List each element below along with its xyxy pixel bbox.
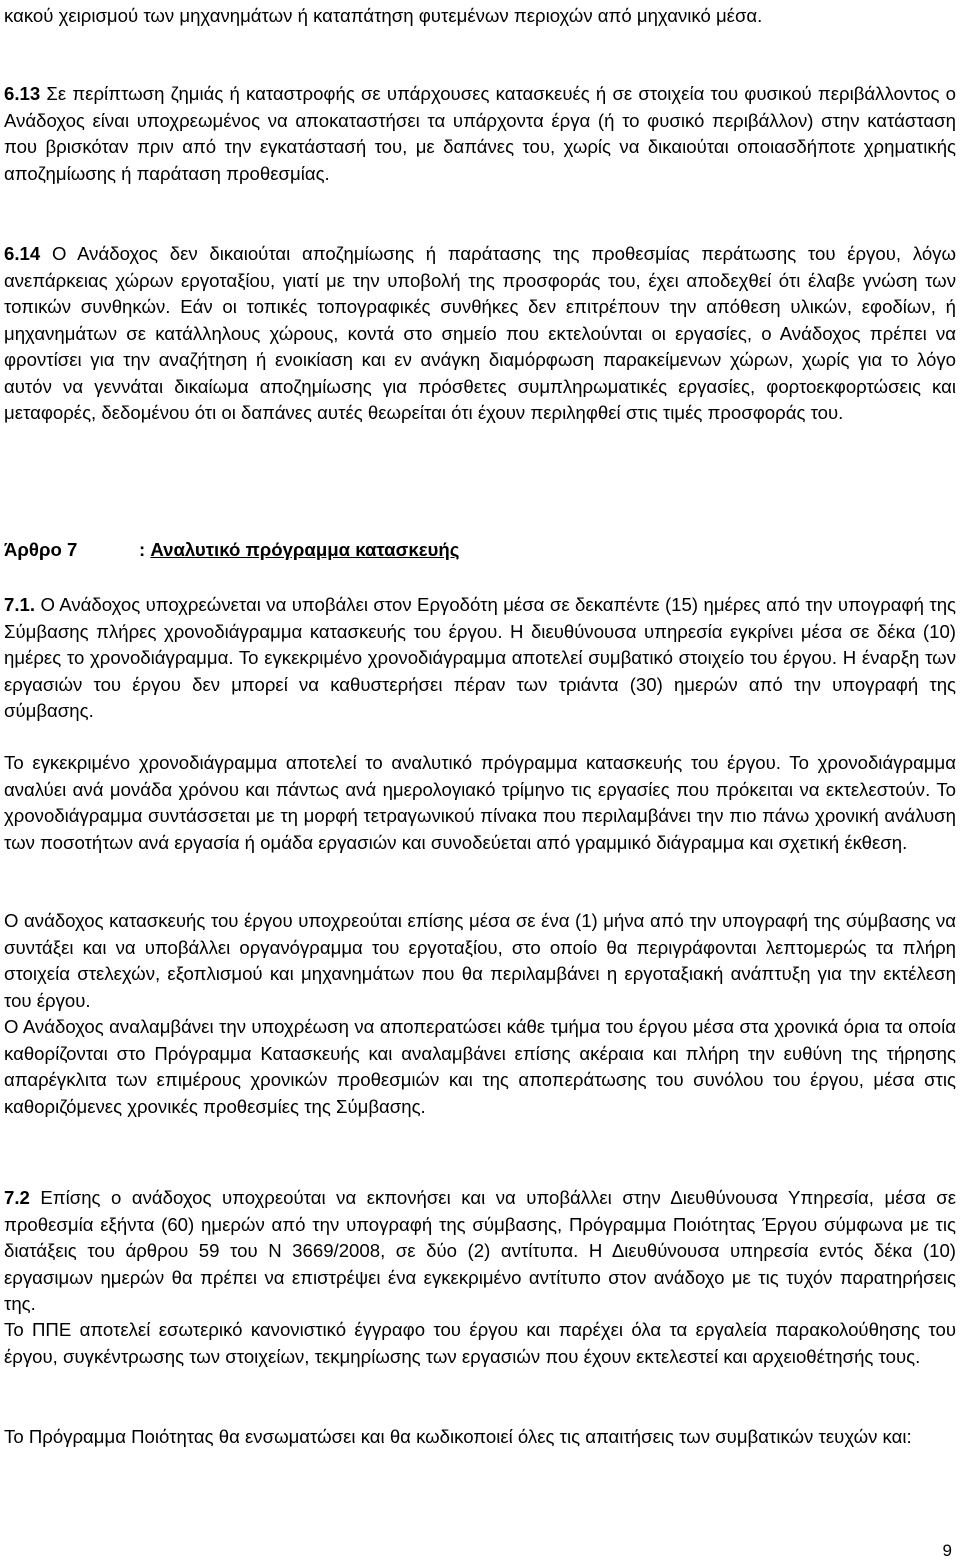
- paragraph-6-14: [4, 241, 956, 427]
- clause-number: 7.2: [4, 1187, 30, 1208]
- paragraph-7-2: [4, 1185, 956, 1318]
- clause-number: 7.1.: [4, 594, 36, 615]
- paragraph-7-1: [4, 592, 956, 725]
- article-label: Άρθρο 7: [4, 539, 78, 560]
- page-number: 9: [942, 1541, 952, 1560]
- article-heading: [4, 537, 956, 564]
- clause-text: Ο Ανάδοχος δεν δικαιούται αποζημίωσης ή παράτασης της προθεσμίας περάτωσης του έργου, λόγω ανεπάρκειας χώρων εργοταξίου, γιατί με την υποβολή της προσφοράς του, έχει αποδεχθεί ότι έλαβε γνώση των τοπικών συνθηκών. Εάν οι τοπικές τοπογραφικές συνθήκες δεν επιτρέπουν την απόθεση υλικών, εφοδίων, ή μηχανημάτων σε κατάλληλους χώρους, κοντά στο σημείο που εκτελούνται οι εργασίες, ο Ανάδοχος πρέπει να φροντίσει για την αναζήτηση ή ενοικίαση και εν ανάγκη διαμόρφωση παρακείμενων χώρων, χωρίς για το λόγο αυτόν να γεννάται δικαίωμα αποζημίωσης για πρόσθετες συμπληρωματικές εργασίες, φορτοεκφορτώσεις και μεταφορές, δεδομένου ότι οι δαπάνες αυτές θεωρείται ότι έχουν περιληφθεί στις τιμές προσφοράς του.: [4, 243, 956, 423]
- article-colon: :: [139, 539, 151, 560]
- article-title: Αναλυτικό πρόγραμμα κατασκευής: [150, 539, 460, 560]
- clause-text: Επίσης ο ανάδοχος υποχρεούται να εκπονήσει και να υποβάλλει στην Διευθύνουσα Υπηρεσία, μέσα σε προθεσμία εξήντα (60) ημερών από την υπογραφή της σύμβασης, Πρόγραμμα Ποιότητας Έργου σύμφωνα με τις διατάξεις του άρθρου 59 του Ν 3669/2008, σε δύο (2) αντίτυπα. Η Διευθύνουσα υπηρεσία εντός δέκα (10) εργασιμων ημερών θα πρέπει να επιστρέψει ένα εγκεκριμένο αντίτυπο στον ανάδοχο με τις τυχόν παρατηρήσεις της.: [4, 1187, 956, 1314]
- paragraph-continuation: κακού χειρισμού των μηχανημάτων ή καταπάτηση φυτεμένων περιοχών από μηχανικό μέσα.: [4, 5, 763, 26]
- paragraph-quality-program: Το Πρόγραμμα Ποιότητας θα ενσωματώσει και θα κωδικοποιεί όλες τις απαιτήσεις των συμβατικών τευχών και:: [4, 1426, 912, 1447]
- paragraph-schedule: Το εγκεκριμένο χρονοδιάγραμμα αποτελεί το αναλυτικό πρόγραμμα κατασκευής του έργου. Το χρονοδιάγραμμα αναλύει ανά μονάδα χρόνου και πάντως ανά ημερολογιακό τρίμηνο τις εργασίες που πρόκειται να εκτελεστούν. Το χρονοδιάγραμμα συντάσσεται με τη μορφή τετραγωνικού πίνακα που περιλαμβάνει την πιο πάνω χρονική ανάλυση των ποσοτήτων ανά εργασία ή ομάδα εργασιών και συνοδεύεται από γραμμικό διάγραμμα και σχετική έκθεση.: [4, 752, 956, 853]
- paragraph-deadlines: Ο Ανάδοχος αναλαμβάνει την υποχρέωση να αποπερατώσει κάθε τμήμα του έργου μέσα στα χρονικά όρια τα οποία καθορίζονται στο Πρόγραμμα Κατασκευής και αναλαμβάνει επίσης ακέραια και πλήρη την ευθύνη της τήρησης απαρέγκλιτα των επιμέρους χρονικών προθεσμιών και της αποπεράτωσης του συνόλου του έργου, μέσα στις καθοριζόμενες χρονικές προθεσμίες της Σύμβασης.: [4, 1016, 956, 1117]
- paragraph-ppe: Το ΠΠΕ αποτελεί εσωτερικό κανονιστικό έγγραφο του έργου και παρέχει όλα τα εργαλεία παρακολούθησης του έργου, συγκέντρωσης των στοιχείων, τεκμηρίωσης των εργασιών που έχουν εκτελεστεί και αρχειοθέτησής τους.: [4, 1319, 956, 1367]
- clause-text: Σε περίπτωση ζημιάς ή καταστροφής σε υπάρχουσες κατασκευές ή σε στοιχεία του φυσικού περιβάλλοντος ο Ανάδοχος είναι υποχρεωμένος να αποκαταστήσει τα υπάρχοντα έργα (ή το φυσικό περιβάλλον) στην κατάσταση που βρισκόταν πριν από την εγκατάστασή του, με δαπάνες του, χωρίς να δικαιούται οποιασδήποτε χρηματικής αποζημίωσης ή παράταση προθεσμίας.: [4, 83, 956, 184]
- paragraph-6-13: [4, 81, 956, 187]
- paragraph-organization-chart: Ο ανάδοχος κατασκευής του έργου υποχρεούται επίσης μέσα σε ένα (1) μήνα από την υπογραφή της σύμβασης να συντάξει και να υποβάλλει οργανόγραμμα του εργοταξίου, στο οποίο θα περιγράφονται λεπτομερώς τα πλήρη στοιχεία στελεχών, εξοπλισμού και μηχανημάτων που θα περιλαμβάνει η εργοταξιακή ανάπτυξη για την εκτέλεση του έργου.: [4, 910, 956, 1011]
- clause-text: Ο Ανάδοχος υποχρεώνεται να υποβάλει στον Εργοδότη μέσα σε δεκαπέντε (15) ημέρες από την υπογραφή της Σύμβασης πλήρες χρονοδιάγραμμα κατασκευής του έργου. Η διευθύνουσα υπηρεσία εγκρίνει μέσα σε δέκα (10) ημέρες το χρονοδιάγραμμα. Το εγκεκριμένο χρονοδιάγραμμα αποτελεί συμβατικό στοιχείο του έργου. Η έναρξη των εργασιών του έργου δεν μπορεί να καθυστερήσει πέραν των τριάντα (30) ημερών από την υπογραφή της σύμβασης.: [4, 594, 956, 721]
- clause-number: 6.13: [4, 83, 41, 104]
- clause-number: 6.14: [4, 243, 41, 264]
